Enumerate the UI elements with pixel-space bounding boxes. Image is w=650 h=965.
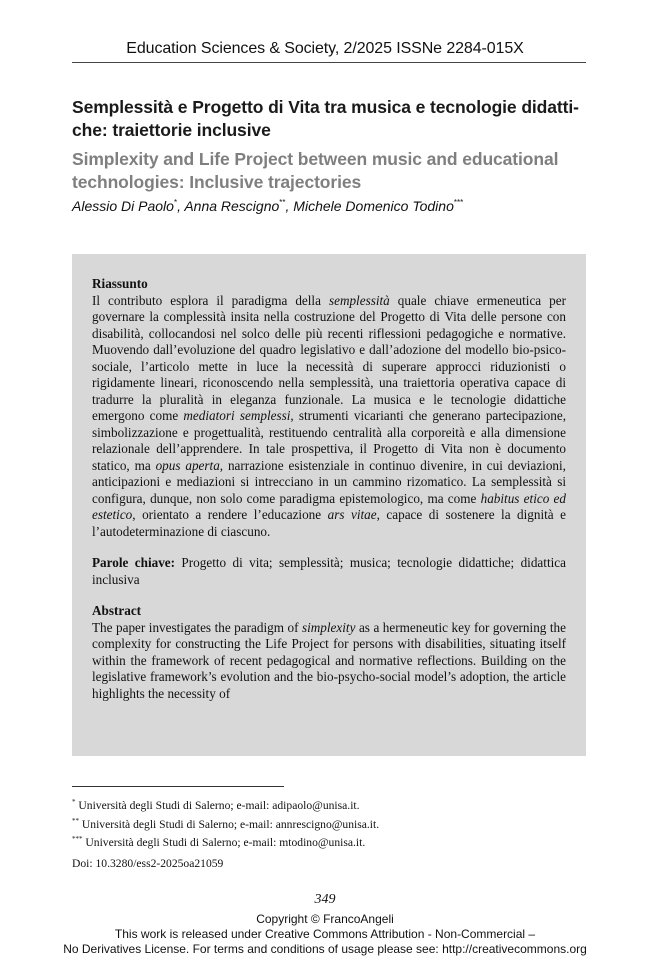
abstract-box bbox=[72, 254, 586, 756]
text-run: quale chiave ermeneutica per governare la complessità insita nella costruzione del Progetto di Vita delle persone con disabilità, collocandosi nel solco delle più recenti riflessioni pedagogiche e normative. Muovendo dall’evoluzione del quadro legislativo e dall’adozione del modello bio-psico-sociale, l’articolo mette in luce la necessità di superare approcci riduzionisti o rigidamente lineari, riconoscendo nella semplessità, una traiettoria operativa capace di tradurre la pluralità in eleganza funzionale. La musica e le tecnologie didattiche emergono come bbox=[92, 292, 566, 423]
footnote-text: Università degli Studi di Salerno; e-mail: mtodino@unisa.it. bbox=[82, 836, 366, 849]
footnote-mark: ** bbox=[72, 816, 79, 825]
emphasis: mediatori semplessi bbox=[183, 408, 291, 423]
author-name: Michele Domenico Todino bbox=[293, 198, 454, 214]
footnote bbox=[72, 814, 588, 833]
title-english: Simplexity and Life Project between music and educational technologies: Inclusive trajectories bbox=[72, 149, 559, 192]
footnote-mark: *** bbox=[453, 198, 464, 207]
keywords-label: Parole chiave: bbox=[92, 555, 176, 570]
footnote-mark: *** bbox=[72, 835, 83, 843]
text-run: , strumenti vicarianti che generano partecipazione, simbolizzazione e progettualità, restituendo centralità alla corporeità e alla dimensione relazionale dell’apprendere. In tale prospettiva, il Progetto di Vita non è documento statico, ma bbox=[92, 408, 566, 473]
doi: Doi: 10.3280/ess2-2025oa21059 bbox=[72, 857, 224, 870]
emphasis: habitus etico ed estetico bbox=[92, 490, 566, 522]
emphasis: semplessità bbox=[328, 292, 390, 308]
text-run: The paper investigates the paradigm of bbox=[92, 619, 302, 635]
footnote-mark: * bbox=[173, 198, 178, 207]
author-list bbox=[72, 194, 588, 215]
footnote bbox=[72, 795, 588, 814]
footnotes bbox=[72, 795, 588, 851]
author-name: Anna Rescigno bbox=[184, 198, 280, 214]
text-run: , capace di sostenere la dignità e l’autodeterminazione di ciascuno. bbox=[92, 507, 566, 539]
footnote-text: Università degli Studi di Salerno; e-mail: adipaolo@unisa.it. bbox=[75, 799, 360, 812]
title-italian: Semplessità e Progetto di Vita tra musica e tecnologie didatti-che: traiettorie inclusive bbox=[72, 97, 579, 140]
text-run: Il contributo esplora il paradigma della bbox=[92, 292, 329, 308]
abstract-text bbox=[92, 620, 566, 703]
riassunto-heading: Riassunto bbox=[92, 276, 148, 291]
license-notice bbox=[0, 912, 650, 957]
author-separator: , bbox=[177, 198, 185, 214]
copyright-line: Copyright © FrancoAngeli bbox=[256, 912, 394, 926]
footnote-mark: ** bbox=[279, 198, 286, 207]
riassunto-text bbox=[92, 293, 566, 541]
footnote bbox=[72, 832, 588, 851]
emphasis: simplexity bbox=[301, 619, 356, 635]
text-run: , narrazione esistenziale in continuo divenire, in cui deviazioni, anticipazioni e mediazioni si intrecciano in un cammino rizomatico. La semplessità si configura, dunque, non solo come paradigma epistemologico, ma come bbox=[92, 457, 566, 506]
page-number: 349 bbox=[314, 892, 336, 907]
license-line: This work is released under Creative Commons Attribution - Non-Commercial – bbox=[114, 927, 536, 941]
author-name: Alessio Di Paolo bbox=[72, 198, 174, 214]
abstract-box-content bbox=[92, 276, 566, 702]
footnote-rule bbox=[72, 786, 284, 787]
text-run: as a hermeneutic key for governing the complexity for constructing the Life Project for persons with disabilities, situating itself within the framework of recent pedagogical and normative reflections. Building on the legislative framework’s evolution and the bio-psycho-social model’s adoption, the article highlights the necessity of bbox=[92, 619, 566, 701]
emphasis: opus aperta bbox=[155, 457, 220, 473]
author-separator: , bbox=[285, 198, 294, 214]
footnote-mark: * bbox=[72, 798, 76, 806]
footnote-text: Università degli Studi di Salerno; e-mail: annrescigno@unisa.it. bbox=[79, 817, 380, 831]
header-rule bbox=[72, 62, 586, 63]
abstract-heading: Abstract bbox=[92, 603, 142, 618]
text-run: , orientato a rendere l’educazione bbox=[132, 507, 328, 522]
emphasis: ars vitae bbox=[327, 507, 377, 522]
keywords bbox=[92, 555, 566, 588]
license-line: No Derivatives License. For terms and conditions of usage please see: http://creativecommons.org bbox=[63, 942, 587, 956]
keywords-text: Progetto di vita; semplessità; musica; tecnologie didattiche; didattica inclusiva bbox=[92, 555, 566, 587]
running-header: Education Sciences & Society, 2/2025 ISSNe 2284-015X bbox=[126, 40, 524, 57]
